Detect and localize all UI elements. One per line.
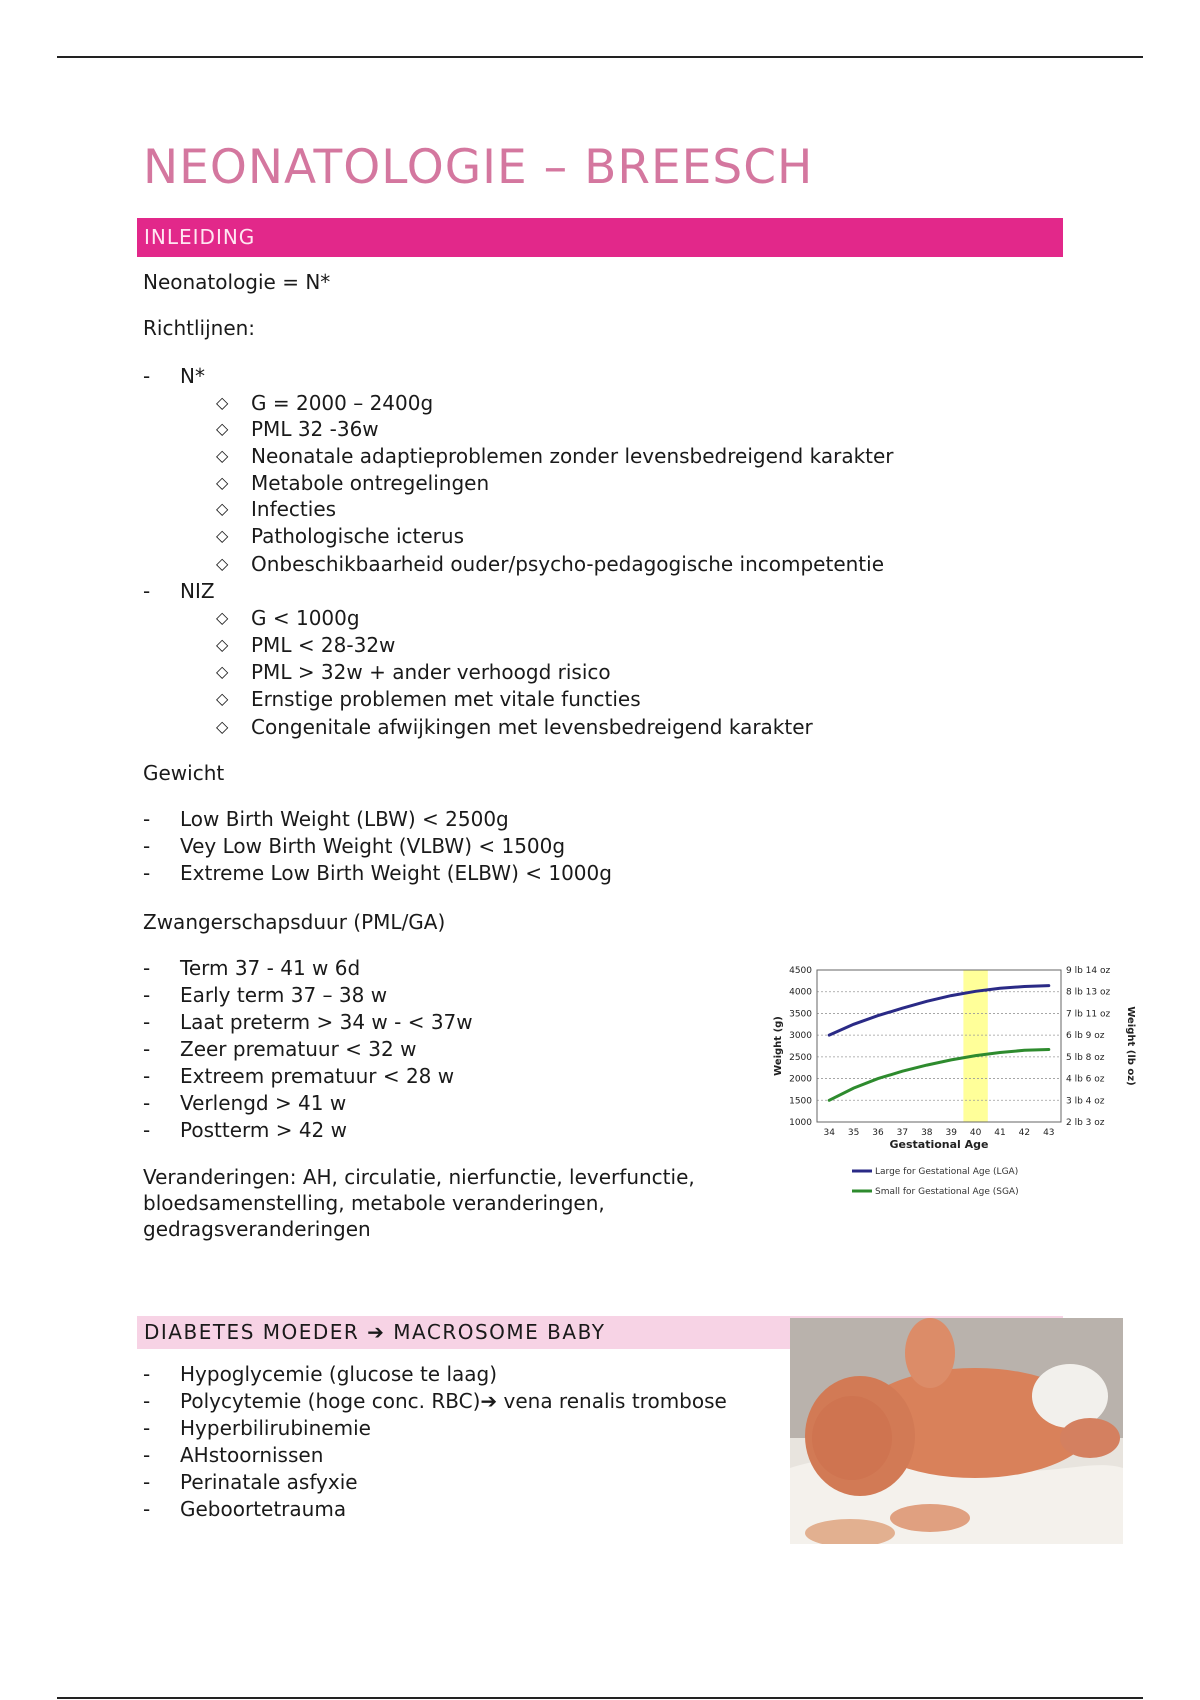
list-item: Extreem prematuur < 28 w [180,1064,455,1088]
y-tick-label: 3500 [789,1009,812,1020]
bullet-dash: - [143,1497,151,1521]
x-tick-label: 42 [1018,1128,1031,1138]
gewicht-label: Gewicht [143,761,225,785]
top-rule [57,56,1143,58]
bullet-dash: - [143,1443,151,1467]
list-item: G < 1000g [251,606,360,630]
y-tick-label: 1000 [789,1118,812,1128]
bullet-dash: - [143,807,151,831]
list-item: Geboortetrauma [180,1497,347,1521]
list-item: Hyperbilirubinemie [180,1416,371,1440]
bullet-dash: - [143,956,151,980]
list-item: Postterm > 42 w [180,1118,347,1142]
diamond-bullet-icon: ◇ [216,689,229,708]
y-tick-label: 2000 [789,1074,812,1085]
section-heading-label: INLEIDING [144,225,256,249]
x-axis-label: Gestational Age [889,1138,989,1151]
diamond-bullet-icon: ◇ [216,499,229,518]
x-tick-label: 41 [994,1128,1006,1138]
bullet-dash: - [143,1362,151,1386]
bullet-dash: - [143,1416,151,1440]
bullet-dash: - [143,1389,151,1413]
plot-frame [817,970,1061,1122]
list-item: PML > 32w + ander verhoogd risico [251,660,611,684]
y2-tick-label: 4 lb 6 oz [1066,1074,1105,1085]
list-item: NIZ [180,579,215,603]
list-item: Polycytemie (hoge conc. RBC)➔ vena renalis trombose [180,1389,727,1413]
bullet-dash: - [143,1118,151,1142]
legend-label: Small for Gestational Age (SGA) [875,1187,1019,1197]
y2-tick-label: 8 lb 13 oz [1066,987,1111,998]
list-item: Congenitale afwijkingen met levensbedreigend karakter [251,715,813,739]
richtlijnen-label: Richtlijnen: [143,316,256,340]
y-tick-label: 4000 [789,987,812,998]
list-item: Metabole ontregelingen [251,471,490,495]
diamond-bullet-icon: ◇ [216,473,229,492]
diamond-bullet-icon: ◇ [216,526,229,545]
diamond-bullet-icon: ◇ [216,419,229,438]
y2-tick-label: 5 lb 8 oz [1066,1052,1105,1063]
weight-gestational-age-chart [764,962,1140,1202]
page-title: NEONATOLOGIE – BREESCH [143,140,814,195]
bullet-dash: - [143,834,151,858]
intro-text: Neonatologie = N* [143,270,331,294]
list-item: Term 37 - 41 w 6d [180,956,361,980]
y-axis-label: Weight (g) [773,1016,784,1076]
x-tick-label: 43 [1043,1128,1055,1138]
bullet-dash: - [143,861,151,885]
x-tick-label: 39 [945,1128,957,1138]
y2-tick-label: 9 lb 14 oz [1066,966,1111,976]
diamond-bullet-icon: ◇ [216,662,229,681]
bullet-dash: - [143,1010,151,1034]
list-item: Vey Low Birth Weight (VLBW) < 1500g [180,834,566,858]
list-item: G = 2000 – 2400g [251,391,434,415]
veranderingen-line: Veranderingen: AH, circulatie, nierfunctie, leverfunctie, [143,1165,695,1189]
diamond-bullet-icon: ◇ [216,608,229,627]
list-item: Verlengd > 41 w [180,1091,347,1115]
list-item: Low Birth Weight (LBW) < 2500g [180,807,509,831]
x-tick-label: 36 [872,1128,884,1138]
y2-tick-label: 6 lb 9 oz [1066,1031,1105,1042]
x-tick-label: 38 [921,1128,933,1138]
diamond-bullet-icon: ◇ [216,717,229,736]
x-tick-label: 37 [896,1128,909,1138]
y-tick-label: 1500 [789,1096,812,1107]
list-item: N* [180,364,205,388]
veranderingen-paragraph [143,1164,763,1242]
legend-label: Large for Gestational Age (LGA) [875,1167,1019,1177]
section-heading-inleiding [137,218,1063,257]
diamond-bullet-icon: ◇ [216,393,229,412]
x-tick-label: 34 [823,1128,835,1138]
list-item: Hypoglycemie (glucose te laag) [180,1362,498,1386]
y2-axis-label: Weight (lb oz) [1125,1006,1136,1086]
list-item: Early term 37 – 38 w [180,983,388,1007]
list-item: Extreme Low Birth Weight (ELBW) < 1000g [180,861,612,885]
x-tick-label: 40 [969,1128,982,1138]
bullet-dash: - [143,579,151,603]
bullet-dash: - [143,1064,151,1088]
list-item: AHstoornissen [180,1443,324,1467]
y2-tick-label: 3 lb 4 oz [1066,1096,1105,1107]
list-item: PML < 28-32w [251,633,396,657]
newborn-baby-photo [790,1318,1123,1544]
bullet-dash: - [143,1037,151,1061]
veranderingen-line: gedragsveranderingen [143,1217,371,1241]
y-tick-label: 3000 [789,1031,812,1042]
bullet-dash: - [143,1470,151,1494]
zwangerschapsduur-label: Zwangerschapsduur (PML/GA) [143,910,446,934]
section-heading-label: DIABETES MOEDER ➔ MACROSOME BABY [144,1320,606,1344]
list-item: Pathologische icterus [251,524,464,548]
list-item: Zeer prematuur < 32 w [180,1037,417,1061]
series-line-lga [829,986,1049,1036]
list-item: Laat preterm > 34 w - < 37w [180,1010,473,1034]
list-item: Ernstige problemen met vitale functies [251,687,641,711]
x-tick-label: 35 [847,1128,860,1138]
list-item: Perinatale asfyxie [180,1470,358,1494]
y-tick-label: 2500 [789,1052,812,1063]
list-item: Infecties [251,497,337,521]
list-item: PML 32 -36w [251,417,379,441]
y2-tick-label: 2 lb 3 oz [1066,1118,1105,1128]
y2-tick-label: 7 lb 11 oz [1066,1009,1111,1020]
diamond-bullet-icon: ◇ [216,446,229,465]
bullet-dash: - [143,983,151,1007]
list-item: Neonatale adaptieproblemen zonder levensbedreigend karakter [251,444,894,468]
list-item: Onbeschikbaarheid ouder/psycho-pedagogische incompetentie [251,552,884,576]
veranderingen-line: bloedsamenstelling, metabole veranderingen, [143,1191,605,1215]
bottom-rule [57,1697,1143,1699]
diamond-bullet-icon: ◇ [216,554,229,573]
bullet-dash: - [143,364,151,388]
bullet-dash: - [143,1091,151,1115]
y-tick-label: 4500 [789,966,812,976]
diamond-bullet-icon: ◇ [216,635,229,654]
